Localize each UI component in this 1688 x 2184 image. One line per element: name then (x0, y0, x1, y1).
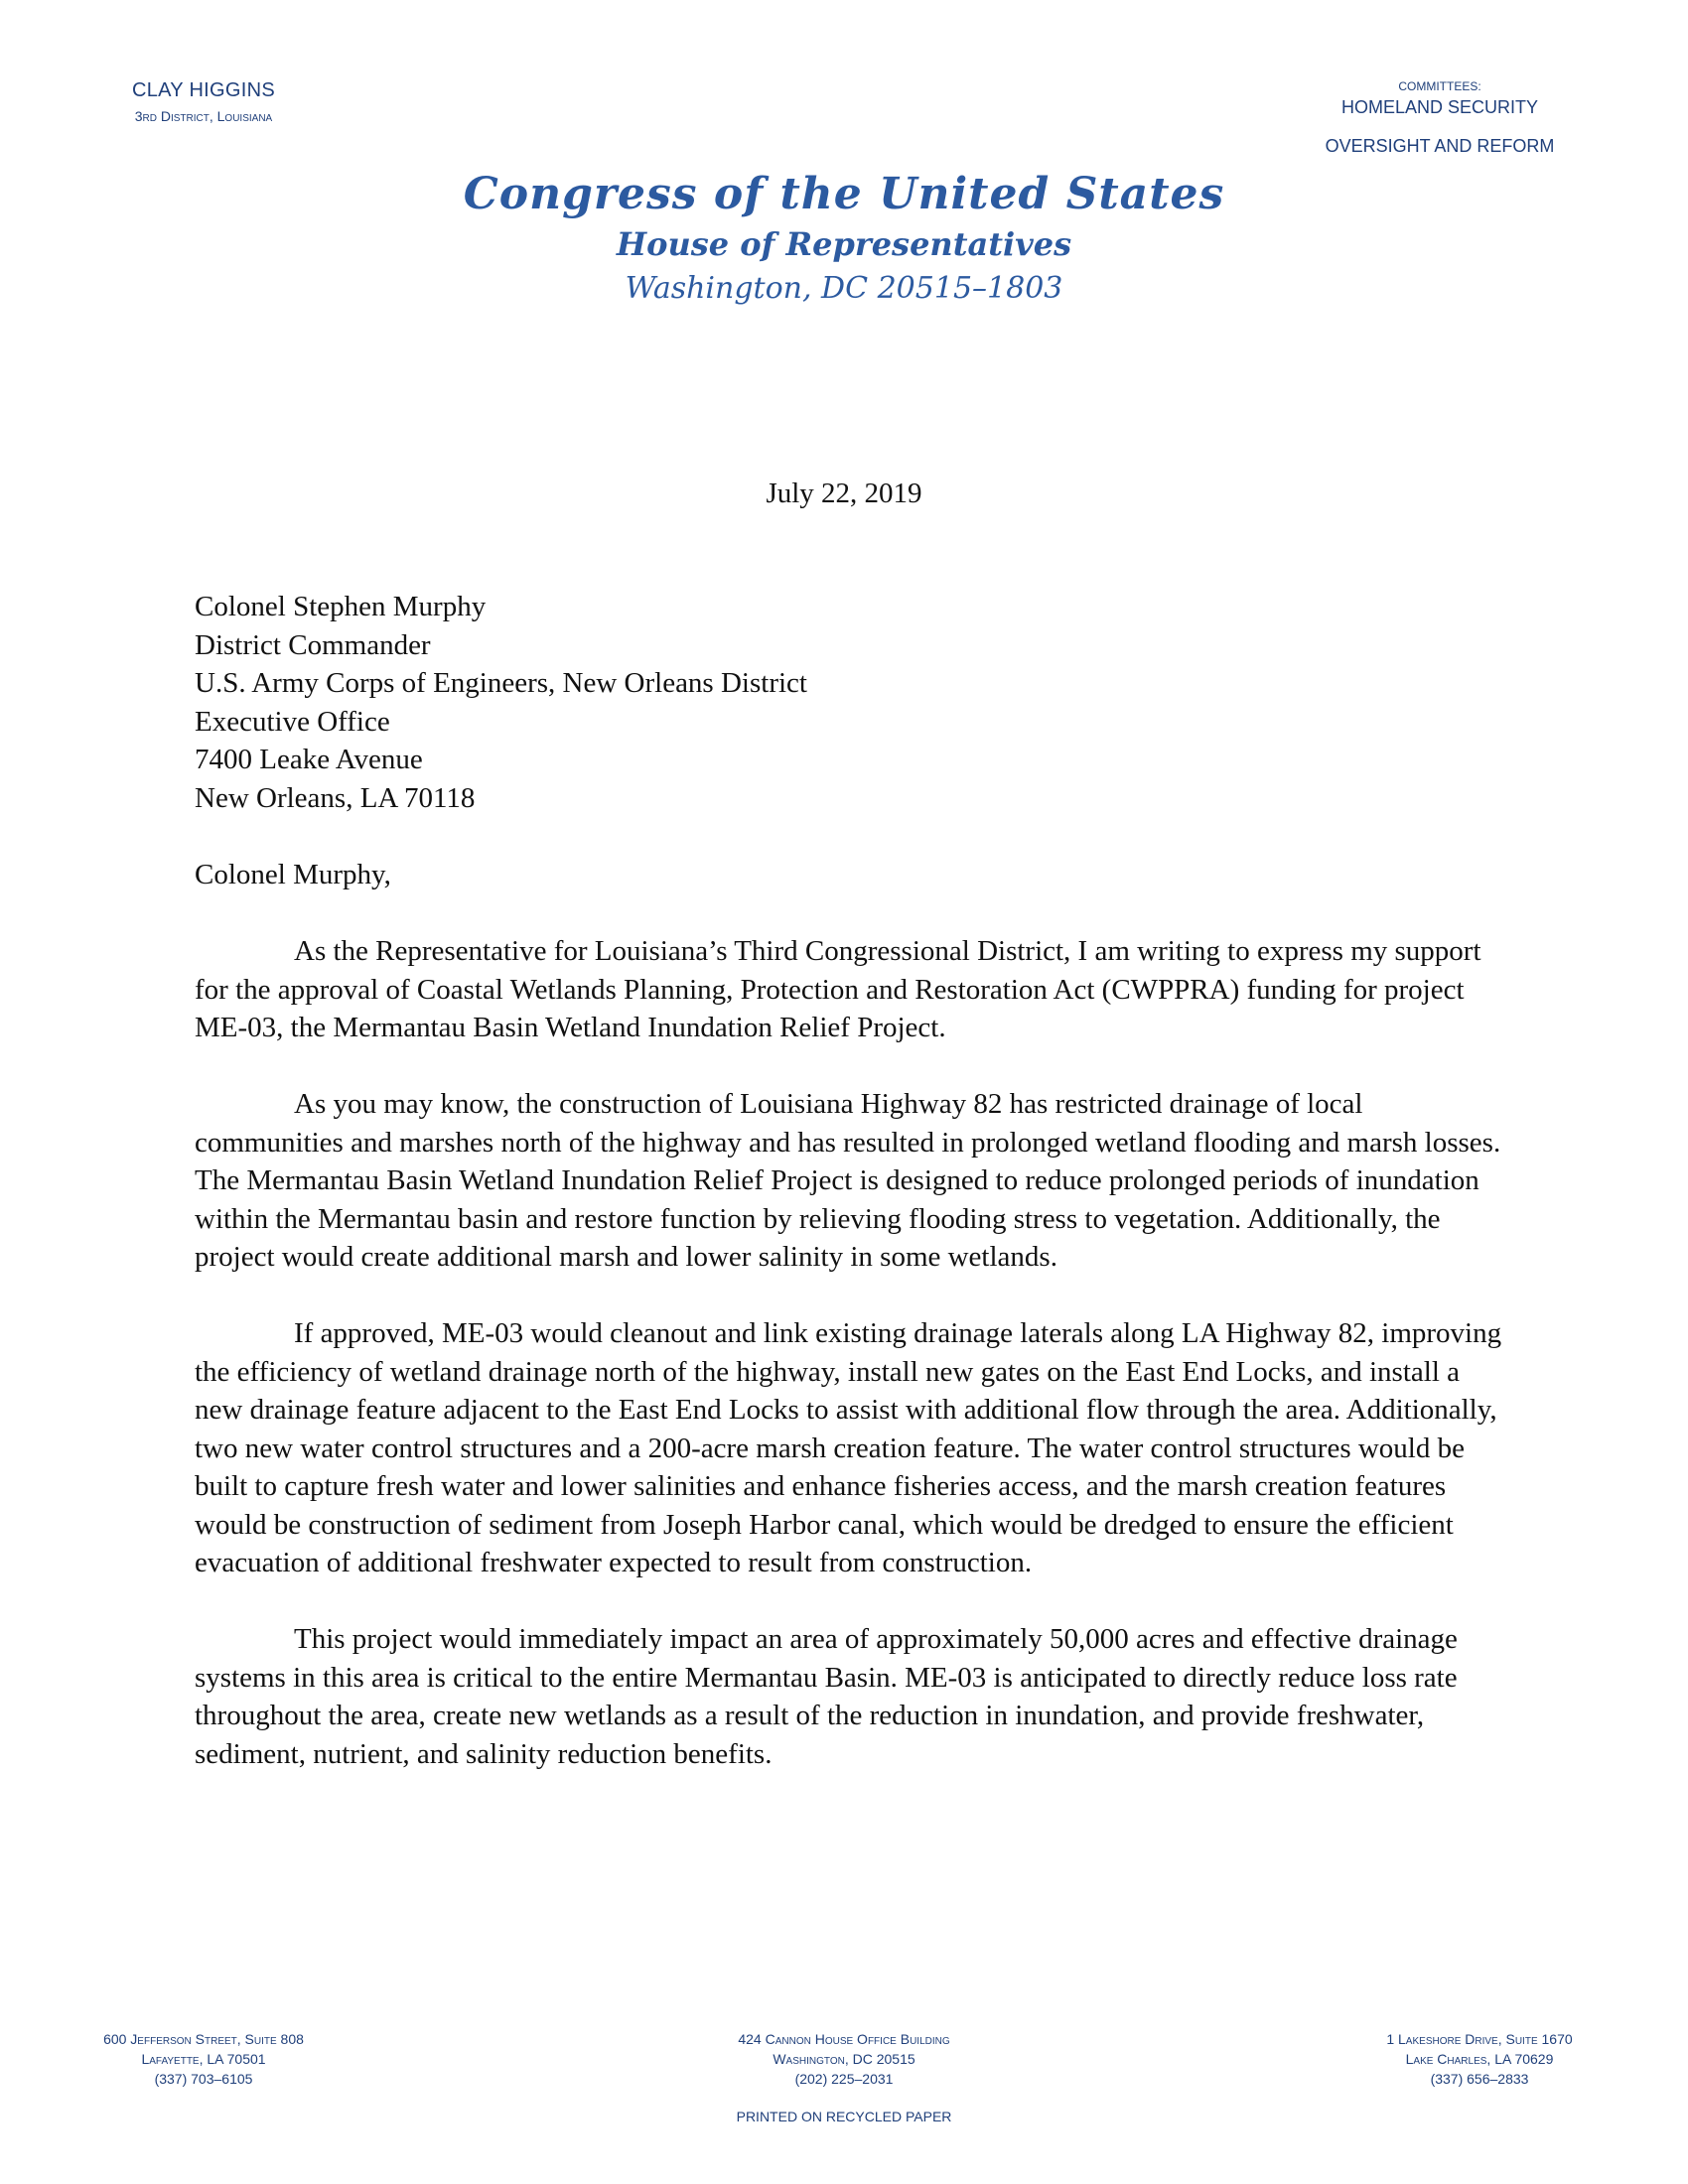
body-paragraph-2: As you may know, the construction of Louisiana Highway 82 has restricted drainage of local communities and marshes north of the highway and has resulted in prolonged wetland flooding and marsh losses. The Mermantau Basin Wetland Inundation Relief Project is designed to reduce prolonged periods of inundation within the Mermantau basin and restore function by relieving flooding stress to vegetation. Additionally, the project would create additional marsh and lower salinity in some wetlands. (195, 1088, 1501, 1273)
office-lake-charles (1321, 2029, 1638, 2089)
masthead-congress: Congress of the United States (463, 169, 1225, 219)
masthead-address: Washington, DC 20515–1803 (625, 271, 1063, 306)
office-city: Washington, DC 20515 (773, 2051, 915, 2067)
recipient-address (195, 588, 807, 817)
member-district: 3rd District, Louisiana (134, 108, 273, 124)
office-phone: (337) 703–6105 (154, 2071, 253, 2087)
committees-block (1281, 79, 1599, 157)
office-city: Lafayette, LA 70501 (141, 2051, 266, 2067)
office-phone: (202) 225–2031 (794, 2071, 894, 2087)
recipient-organization: U.S. Army Corps of Engineers, New Orleans District (195, 667, 807, 699)
committees-label: COMMITTEES: (1398, 79, 1481, 93)
office-washington (635, 2029, 1053, 2089)
masthead-house: House of Representatives (616, 225, 1072, 263)
recipient-office: Executive Office (195, 705, 390, 738)
office-street: 600 Jefferson Street, Suite 808 (103, 2031, 304, 2047)
office-city: Lake Charles, LA 70629 (1405, 2051, 1554, 2067)
member-block (60, 79, 348, 124)
office-street: 1 Lakeshore Drive, Suite 1670 (1386, 2031, 1573, 2047)
body-paragraph-3: If approved, ME-03 would cleanout and link existing drainage laterals along LA Highway 82, improving the efficiency of wetland drainage north of the highway, install new gates on the East End Locks, and install a new drainage feature adjacent to the East End Locks to assist with additional flow through the area. Additionally, two new water control structures and a 200-acre marsh creation feature. The water control structures would be built to capture fresh water and lower salinities and enhance fisheries access, and the marsh creation features would be construction of sediment from Joseph Harbor canal, which would be dredged to ensure the efficient evacuation of additional freshwater expected to result from construction. (195, 1317, 1502, 1578)
committee-homeland-security: HOMELAND SECURITY (1340, 97, 1539, 117)
recycled-paper-note: PRINTED ON RECYCLED PAPER (736, 2109, 952, 2124)
recipient-title: District Commander (195, 628, 431, 661)
recipient-city: New Orleans, LA 70118 (195, 781, 476, 814)
body-paragraph-1: As the Representative for Louisiana’s Third Congressional District, I am writing to express my support for the approval of Coastal Wetlands Planning, Protection and Restoration Act (CWPPRA) funding for project ME-03, the Mermantau Basin Wetland Inundation Relief Project. (195, 935, 1481, 1043)
office-phone: (337) 656–2833 (1430, 2071, 1529, 2087)
body-paragraph-4: This project would immediately impact an area of approximately 50,000 acres and effective drainage systems in this area is critical to the entire Mermantau Basin. ME-03 is anticipated to directly reduce loss rate throughout the area, create new wetlands as a result of the reduction in inundation, and provide freshwater, sediment, nutrient, and salinity reduction benefits. (195, 1623, 1458, 1770)
recipient-street: 7400 Leake Avenue (195, 744, 423, 775)
letter-date: July 22, 2019 (766, 478, 922, 509)
letter-body (195, 932, 1505, 1812)
office-street: 424 Cannon House Office Building (738, 2031, 950, 2047)
committee-oversight-reform: OVERSIGHT AND REFORM (1325, 136, 1555, 156)
recipient-name: Colonel Stephen Murphy (195, 591, 487, 622)
office-lafayette (50, 2029, 357, 2089)
salutation: Colonel Murphy, (195, 859, 391, 890)
masthead (0, 169, 1688, 306)
member-name: CLAY HIGGINS (131, 79, 275, 101)
